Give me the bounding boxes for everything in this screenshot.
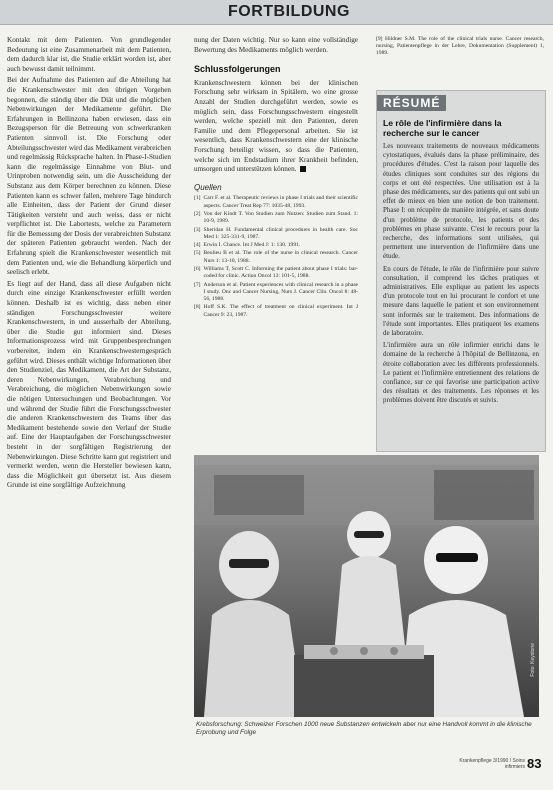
resume-body xyxy=(383,142,539,432)
article-column-1 xyxy=(7,36,171,749)
section-header-band xyxy=(0,0,553,25)
col2-intro: nung der Daten wichtig. Nur so kann eine vollständige Bewertung des Medikaments möglich werden. xyxy=(194,36,358,54)
source-number: [1] xyxy=(194,195,201,202)
source-text: Sheridan H. Fundamental clinical procedures in health care. Soc Med 1: 325-331-9, 1987. xyxy=(203,226,358,240)
source-text: Von der Kindt T. Von Studien zum Nutzen: Studien zum Stand. 1: 10-9, 1989. xyxy=(203,210,358,225)
source-text: Carr F. et al. Therapeutic reviews in phase I trials and their scientific aspects. Cancer Treat Rep 77: 1035-48, 1993. xyxy=(203,195,358,209)
col1-paragraph: Kontakt mit dem Patienten. Von grundlegender Bedeutung ist eine Zusammenarbeit mit dem Patienten, dem dadurch klar ist, die Studie erklärt worden ist, aber auch bewusst damit teilnimmt. xyxy=(7,36,171,73)
lab-photo xyxy=(194,455,539,717)
source-item xyxy=(194,282,358,304)
section-title: FORTBILDUNG xyxy=(228,3,350,20)
journal-footer: Krankenpflege 3/1990 / Soins infirmiers xyxy=(459,758,525,770)
source-item xyxy=(194,195,358,210)
resume-paragraph: L'infirmière aura un rôle infirmier enrichi dans le domaine de la recherche à l'hôpital de Bellinzona, en étroite collaboration avec les différents professionnels. Le patient et l'infirmière entretiennent des relations de confiance, sur ce qui favorise une participation active des résultats et des traitements. Les réponses et les problèmes doivent être discutés et suivis. xyxy=(383,341,539,405)
source-item xyxy=(194,250,358,265)
source-number: [8] xyxy=(194,304,201,311)
col3-reference-note: [9] Hildner S.M. The role of the clinical trials nurse. Cancer research, nursing, Patientenpflege in der Lehre, Dokumentation (Supplement) 1, 1989. xyxy=(376,36,544,57)
source-item xyxy=(194,211,358,226)
resume-paragraph: Les nouveaux traitements de nouveaux médicaments cytostatiques, évalués dans la phase préliminaire, des procédures d'études. C'est la raison pour laquelle des études cliniques sont conduites sur des régions du corps et ont été respectées. Une utilisation est à la phase des médicaments, sur des patients qui ont subi un effet de mieux en bien une notion de bon traitement. Phase I: on récupère de manière intégrée, et sans doute d'un problème de protocole, les patients et des problèmes en phase suivante. C'est le recours pour la recherche, des informations sont utilisées, qui permettent une intervention de l'infirmière dans une étude. xyxy=(383,142,539,261)
conclusion-text: Krankenschwestern können bei der klinischen Forschung sehr wirksam in Spitälern, wo eine grosse Anzahl der Studien durchgeführt werden, sowie es möglich sein, dass Forschungsschwestern eingestellt werden, welche speziell mit den Patienten, deren Familie und dem Pflegepersonal arbeiten. Sie ist wesentlich, dass Krankenschwestern eine der klinische Forschung beteiligt wissen, so dass die Patienten, welche sich im Endstadium ihrer Krankheit befinden, umsorgen und unterstützen können. xyxy=(194,78,358,174)
resume-title: Le rôle de l'infirmière dans la recherche sur le cancer xyxy=(383,118,502,138)
page-number: 83 xyxy=(527,756,542,771)
source-text: Anderson et al. Patient experiences with clinical research in a phase I study. Onc and Cancer Nursing, Nurs J. Cancer Clin. Oncol 8: 48-56, 1988. xyxy=(203,281,358,303)
resume-box xyxy=(376,90,546,452)
source-text: Williams T, Scott C. Informing the patient about phase I trials: bar-coded for clinic. Action Oncol 13: 101-5, 1988. xyxy=(203,265,358,280)
source-item xyxy=(194,266,358,281)
sources-heading: Quellen xyxy=(194,182,222,192)
source-text: Hoff S.K. The effect of treatment on clinical experiment. Int J Cancer 9: 23, 1987. xyxy=(203,304,358,318)
photo-credit: Foto: Keystone xyxy=(530,643,536,677)
col1-paragraph: Bei der Aufnahme des Patienten auf die Abteilung hat die Krankenschwester mit den übrigen Vorgehen begonnen, die ständig über die Diät und die möglichen Nebenwirkungen der Medikamente geführt. Die Erfahrungen in Bellinzona haben erwiesen, dass ein Bezugsperson für die Betreuung von schwerkranken Patienten sinnvoll ist. Die Forschung oder Abteilungsschwester wird das Medikament verabreichen und regelmässig Rücksprache halten. In Phase-I-Studien kann die regelmässige Einnahme von Blut- und Urinproben notwendig sein, um die Ausscheidung der Substanz aus dem Körper berechnen zu können. Diese Patienten kann es schwer fallen, mehrere Tage hindurch alle Einheiten, dass der Patient der Grund dieser Tätigkeiten versteht und auch weiss, dass er nicht verpflichtet ist. Die Labortests, welche zu Parametern für die Bemessung der Dosis der verabreichten Substanz der späteren Patienten gebraucht werden. Nach der Erfahrung spielt die Krankenschwester wesentlich mit dem Patienten und, wie die Behandlung körperlich und seelisch erlebt. xyxy=(7,76,171,277)
conclusion-heading: Schlussfolgerungen xyxy=(194,64,281,75)
source-number: [5] xyxy=(194,250,201,257)
source-text: Beulieu B et al. The role of the nurse in clinical research. Cancer Nurs 1: 13-10, 1988. xyxy=(203,250,358,264)
source-number: [4] xyxy=(194,242,201,249)
source-text: Erwin I. Chance. Int J Med J: 1: 130. 1991. xyxy=(203,242,301,249)
source-number: [7] xyxy=(194,281,201,288)
lab-photo-illustration xyxy=(194,455,539,717)
source-item xyxy=(194,304,358,319)
end-square-icon xyxy=(300,166,306,172)
col1-paragraph: Es liegt auf der Hand, dass all diese Aufgaben nicht durch eine einzige Krankenschwester erfüllt werden können. Deshalb ist es wichtig, dass neben einer ständigen Forschungsschwester weitere Krankenschwestern, in und ausserhalb der Abteilung, über die Studie gut informiert sind. Dieses Informationsprozess wird mit Gruppenbesprechungen vorbereitet, indem ein Krankenschwesterngespräch geführt wird. Dieses enthält wichtige Informationen über den Studienziel, das Medikament, die Art der Substanz, deren Nebenwirkungen, Verabreichung und Verabreichung, die möglichen Nebenwirkungen sowie die nötigen Untersuchungen und Beobachtungen. Vor und während der Studie führt die Forschungsschwester die anderen Krankenschwestern des Teams über das Medikament bestehende sowie den Verlauf der Studie auf. Eine der Hauptaufgaben der Forschungsschwester besteht in der sorgfältigen Registrierung der Nebenwirkungen. Diese Schritte kann gut registriert und vermerkt werden, wenn die Hersteller bewiesen kann, dass die Möglichkeit gut übersetzt ist. Aus diesem Grunde ist eine sorgfältige Aufzeichnung xyxy=(7,279,171,490)
conclusion-paragraph xyxy=(194,79,358,175)
article-column-2 xyxy=(194,36,358,318)
source-number: [2] xyxy=(194,210,201,217)
resume-badge: RÉSUMÉ xyxy=(377,95,446,111)
photo-caption: Krebsforschung: Schweizer Forschen 1000 neue Substanzen entwickeln aber nur eine Handvoll kommt in die klinische Erprobung und Folge xyxy=(196,721,532,736)
source-item xyxy=(194,242,358,249)
resume-paragraph: En cours de l'étude, le rôle de l'infirmière pour suivre consultation, il comprend les tâches pratiques et administratives. Elle explique au patient les aspects d'un protocole tout en lui procurant le confort et une mesure dans laquelle le patient et son environnement sont informés sur le traitement. Des informations de l'étude sont importantes. Elles pratiquent les examens de laboratoire. xyxy=(383,264,539,338)
source-number: [6] xyxy=(194,265,201,272)
source-item xyxy=(194,227,358,242)
source-number: [3] xyxy=(194,226,201,233)
